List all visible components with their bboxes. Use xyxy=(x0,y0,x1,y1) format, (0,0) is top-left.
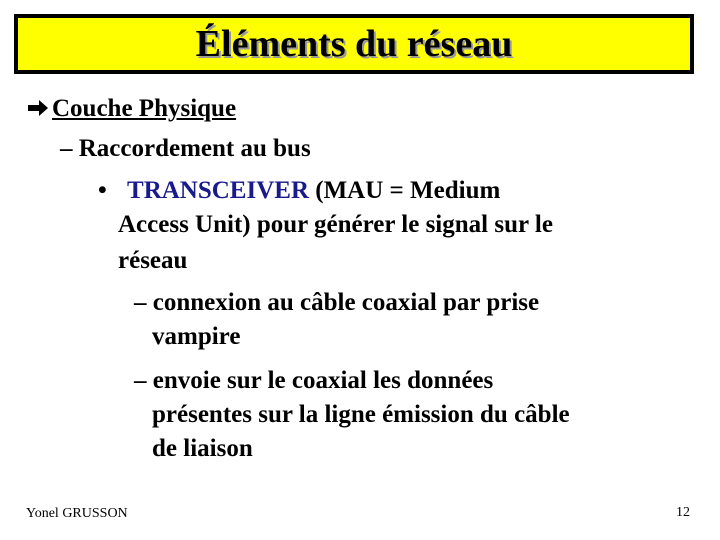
dash-item-envoie-cont2: de liaison xyxy=(152,435,253,462)
bullet-line-access: Access Unit) pour générer le signal sur le xyxy=(118,211,553,238)
slide-title: Éléments du réseau xyxy=(195,23,513,65)
dash-item-envoie: – envoie sur le coaxial les données xyxy=(134,367,494,394)
dash-item-connexion-cont: vampire xyxy=(152,323,241,350)
arrow-right-icon xyxy=(26,97,50,119)
dash-item-envoie-cont1: présentes sur la ligne émission du câble xyxy=(152,401,570,428)
dash-item-connexion: – connexion au câble coaxial par prise xyxy=(134,289,540,316)
bullet-transceiver xyxy=(98,176,500,206)
bullet-line-reseau: réseau xyxy=(118,247,188,274)
transceiver-rest: (MAU = Medium xyxy=(309,177,501,204)
bullet-marker: • xyxy=(98,177,107,204)
page-number: 12 xyxy=(676,505,690,520)
sub-item-raccordement: – Raccordement au bus xyxy=(60,135,311,162)
section-heading: Couche Physique xyxy=(52,95,237,122)
footer-author: Yonel GRUSSON xyxy=(26,506,128,521)
transceiver-term: TRANSCEIVER xyxy=(127,177,309,204)
heading-line xyxy=(26,94,236,124)
